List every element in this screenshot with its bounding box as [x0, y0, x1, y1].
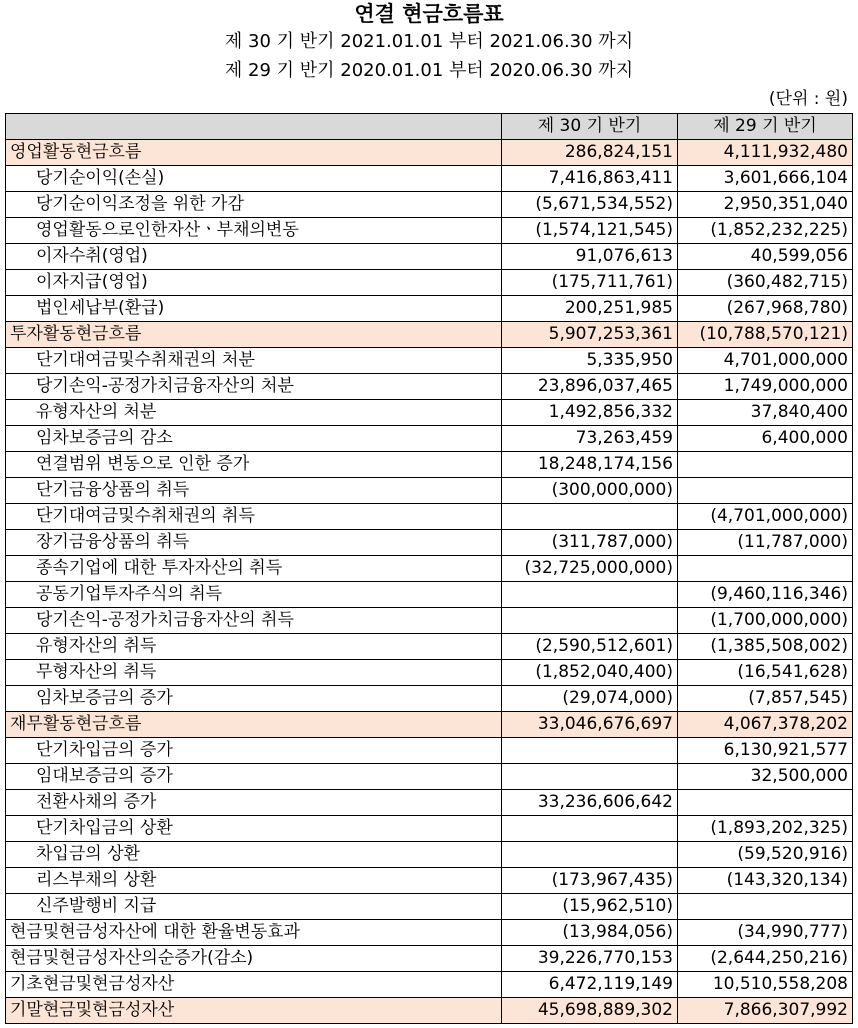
- row-label: 유형자산의 처분: [6, 400, 502, 426]
- row-value-current: (5,671,534,552): [502, 192, 678, 218]
- table-row: [6, 244, 853, 270]
- row-value-current: (173,967,435): [502, 868, 678, 894]
- row-label: 임대보증금의 증가: [6, 764, 502, 790]
- row-value-prior: (1,700,000,000): [678, 608, 853, 634]
- row-label: 리스부채의 상환: [6, 868, 502, 894]
- row-value-prior: (267,968,780): [678, 296, 853, 322]
- row-value-current: [502, 816, 678, 842]
- row-value-prior: 7,866,307,992: [678, 998, 853, 1024]
- table-row: [6, 738, 853, 764]
- table-row: [6, 920, 853, 946]
- row-value-prior: 3,601,666,104: [678, 166, 853, 192]
- row-label: 현금및현금성자산에 대한 환율변동효과: [6, 920, 502, 946]
- table-row: [6, 660, 853, 686]
- row-value-current: 45,698,889,302: [502, 998, 678, 1024]
- row-label: 기초현금및현금성자산: [6, 972, 502, 998]
- period-prior: 제 29 기 반기 2020.01.01 부터 2020.06.30 까지: [224, 60, 634, 81]
- row-value-prior: 1,749,000,000: [678, 374, 853, 400]
- row-label: 임차보증금의 증가: [6, 686, 502, 712]
- statement-header: [0, 0, 858, 85]
- row-value-current: (15,962,510): [502, 894, 678, 920]
- statement-title: 연결 현금흐름표: [354, 2, 504, 26]
- row-value-current: 39,226,770,153: [502, 946, 678, 972]
- table-row: [6, 218, 853, 244]
- row-value-prior: (1,385,508,002): [678, 634, 853, 660]
- row-value-current: 1,492,856,332: [502, 400, 678, 426]
- table-row: [6, 582, 853, 608]
- table-row: [6, 400, 853, 426]
- row-label: 영업활동으로인한자산ㆍ부채의변동: [6, 218, 502, 244]
- row-value-prior: (16,541,628): [678, 660, 853, 686]
- row-label: 신주발행비 지급: [6, 894, 502, 920]
- row-value-current: (13,984,056): [502, 920, 678, 946]
- row-value-prior: 4,067,378,202: [678, 712, 853, 738]
- row-label: 기말현금및현금성자산: [6, 998, 502, 1024]
- row-value-prior: (10,788,570,121): [678, 322, 853, 348]
- table-row: [6, 530, 853, 556]
- table-row: [6, 556, 853, 582]
- row-label: 전환사채의 증가: [6, 790, 502, 816]
- row-label: 단기대여금및수취채권의 취득: [6, 504, 502, 530]
- row-value-prior: 4,701,000,000: [678, 348, 853, 374]
- row-value-prior: (143,320,134): [678, 868, 853, 894]
- row-value-current: 5,907,253,361: [502, 322, 678, 348]
- table-body: [6, 140, 853, 1024]
- table-row: [6, 166, 853, 192]
- row-value-current: (300,000,000): [502, 478, 678, 504]
- row-value-prior: 2,950,351,040: [678, 192, 853, 218]
- column-header-current: 제 30 기 반기: [502, 114, 678, 140]
- row-value-prior: [678, 452, 853, 478]
- table-row: [6, 868, 853, 894]
- table-header-row: [6, 114, 853, 140]
- row-value-prior: [678, 478, 853, 504]
- row-value-current: (32,725,000,000): [502, 556, 678, 582]
- row-value-current: [502, 842, 678, 868]
- row-label: 단기금융상품의 취득: [6, 478, 502, 504]
- row-value-current: 73,263,459: [502, 426, 678, 452]
- table-row: [6, 842, 853, 868]
- row-value-prior: 32,500,000: [678, 764, 853, 790]
- row-value-prior: 10,510,558,208: [678, 972, 853, 998]
- row-value-current: (2,590,512,601): [502, 634, 678, 660]
- row-label: 법인세납부(환급): [6, 296, 502, 322]
- row-value-current: 5,335,950: [502, 348, 678, 374]
- table-row: [6, 270, 853, 296]
- table-row: [6, 686, 853, 712]
- table-row: [6, 764, 853, 790]
- table-row: [6, 348, 853, 374]
- table-row: [6, 972, 853, 998]
- row-label: 당기순이익조정을 위한 가감: [6, 192, 502, 218]
- row-value-prior: 40,599,056: [678, 244, 853, 270]
- row-value-current: 33,046,676,697: [502, 712, 678, 738]
- row-value-current: (175,711,761): [502, 270, 678, 296]
- table-row: [6, 634, 853, 660]
- row-value-current: 23,896,037,465: [502, 374, 678, 400]
- table-row: [6, 894, 853, 920]
- row-label: 영업활동현금흐름: [6, 140, 502, 166]
- row-label: 장기금융상품의 취득: [6, 530, 502, 556]
- row-value-current: 18,248,174,156: [502, 452, 678, 478]
- row-value-current: [502, 582, 678, 608]
- row-label: 이자지급(영업): [6, 270, 502, 296]
- unit-label: (단위 : 원): [768, 89, 848, 109]
- row-value-current: [502, 764, 678, 790]
- row-label: 투자활동현금흐름: [6, 322, 502, 348]
- row-value-current: 33,236,606,642: [502, 790, 678, 816]
- row-value-prior: 6,400,000: [678, 426, 853, 452]
- period-current: 제 30 기 반기 2021.01.01 부터 2021.06.30 까지: [224, 31, 634, 52]
- table-row: [6, 504, 853, 530]
- row-value-current: 6,472,119,149: [502, 972, 678, 998]
- row-value-prior: (1,852,232,225): [678, 218, 853, 244]
- row-label: 현금및현금성자산의순증가(감소): [6, 946, 502, 972]
- cash-flow-table: [5, 113, 853, 1024]
- table-row: [6, 608, 853, 634]
- row-label: 차입금의 상환: [6, 842, 502, 868]
- row-label: 당기순이익(손실): [6, 166, 502, 192]
- row-label: 당기손익-공정가치금융자산의 취득: [6, 608, 502, 634]
- row-value-current: (1,574,121,545): [502, 218, 678, 244]
- row-label: 재무활동현금흐름: [6, 712, 502, 738]
- row-value-current: 286,824,151: [502, 140, 678, 166]
- row-label: 단기차입금의 상환: [6, 816, 502, 842]
- table-row: [6, 296, 853, 322]
- row-value-prior: 37,840,400: [678, 400, 853, 426]
- row-label: 연결범위 변동으로 인한 증가: [6, 452, 502, 478]
- row-value-prior: (34,990,777): [678, 920, 853, 946]
- table-row: [6, 790, 853, 816]
- row-label: 단기차입금의 증가: [6, 738, 502, 764]
- table-row: [6, 816, 853, 842]
- row-value-current: (1,852,040,400): [502, 660, 678, 686]
- row-value-prior: (2,644,250,216): [678, 946, 853, 972]
- row-value-current: (311,787,000): [502, 530, 678, 556]
- row-value-current: (29,074,000): [502, 686, 678, 712]
- row-value-prior: (9,460,116,346): [678, 582, 853, 608]
- table-row: [6, 322, 853, 348]
- row-value-current: [502, 738, 678, 764]
- row-label: 무형자산의 취득: [6, 660, 502, 686]
- table-row: [6, 712, 853, 738]
- table-row: [6, 998, 853, 1024]
- column-header-label: [6, 114, 502, 140]
- row-value-prior: (7,857,545): [678, 686, 853, 712]
- row-value-current: [502, 504, 678, 530]
- column-header-prior: 제 29 기 반기: [678, 114, 853, 140]
- row-value-prior: 4,111,932,480: [678, 140, 853, 166]
- row-value-prior: (1,893,202,325): [678, 816, 853, 842]
- table-row: [6, 426, 853, 452]
- row-value-current: 7,416,863,411: [502, 166, 678, 192]
- row-label: 종속기업에 대한 투자자산의 취득: [6, 556, 502, 582]
- row-label: 단기대여금및수취채권의 처분: [6, 348, 502, 374]
- row-value-prior: [678, 556, 853, 582]
- row-label: 유형자산의 취득: [6, 634, 502, 660]
- row-value-current: [502, 608, 678, 634]
- table-row: [6, 140, 853, 166]
- row-label: 이자수취(영업): [6, 244, 502, 270]
- table-row: [6, 452, 853, 478]
- row-value-prior: [678, 790, 853, 816]
- row-label: 공동기업투자주식의 취득: [6, 582, 502, 608]
- row-value-prior: (4,701,000,000): [678, 504, 853, 530]
- row-value-prior: (59,520,916): [678, 842, 853, 868]
- row-label: 당기손익-공정가치금융자산의 처분: [6, 374, 502, 400]
- table-row: [6, 946, 853, 972]
- table-row: [6, 478, 853, 504]
- row-value-prior: [678, 894, 853, 920]
- row-value-prior: (11,787,000): [678, 530, 853, 556]
- table-row: [6, 192, 853, 218]
- row-value-prior: 6,130,921,577: [678, 738, 853, 764]
- row-value-prior: (360,482,715): [678, 270, 853, 296]
- row-value-current: 91,076,613: [502, 244, 678, 270]
- row-label: 임차보증금의 감소: [6, 426, 502, 452]
- table-row: [6, 374, 853, 400]
- row-value-current: 200,251,985: [502, 296, 678, 322]
